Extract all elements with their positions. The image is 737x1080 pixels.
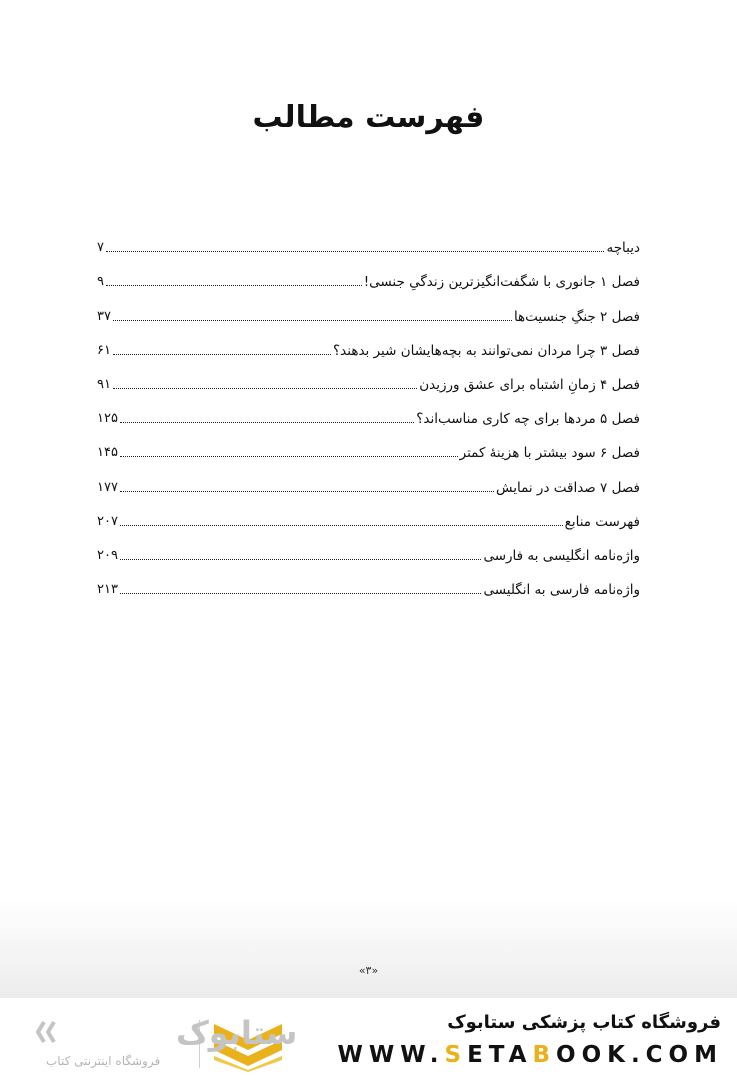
toc-entry[interactable]	[97, 361, 640, 395]
setabook-wordmark-logo	[36, 1012, 298, 1052]
toc-dot-leader	[106, 284, 362, 286]
toc-entry[interactable]	[97, 429, 640, 463]
toc-dot-leader	[113, 319, 512, 321]
toc-entry-label: دیباچه	[606, 240, 640, 257]
toc-entry-page-number: ۲۱۳	[97, 582, 118, 598]
toc-entry-label: فصل ۶ سود بیشتر با هزینهٔ کمتر	[459, 445, 640, 462]
toc-entry[interactable]	[97, 327, 640, 361]
store-footer-banner[interactable]	[0, 998, 737, 1080]
toc-entry-label: فهرست منابع	[564, 513, 640, 530]
page-number: «۳»	[358, 964, 379, 977]
toc-entry-label: فصل ۷ صداقت در نمایش	[495, 479, 640, 496]
toc-entry-page-number: ۷	[97, 240, 104, 256]
logo-tagline: فروشگاه اینترنتی کتاب	[46, 1054, 161, 1068]
toc-entry-label: واژه‌نامه فارسی به انگلیسی	[483, 582, 640, 599]
toc-entry-label: فصل ۱ جانوری با شگفت‌انگیزترین زندگیِ جنسی!	[363, 274, 640, 291]
toc-entry[interactable]	[97, 566, 640, 600]
toc-dot-leader	[113, 353, 331, 355]
toc-entry-page-number: ۳۷	[97, 308, 111, 324]
toc-entry-page-number: ۱۴۵	[97, 445, 118, 461]
toc-entry-label: فصل ۵ مردها برای چه کاری مناسب‌اند؟	[416, 411, 640, 428]
toc-dot-leader	[120, 558, 482, 560]
toc-entry[interactable]	[97, 224, 640, 258]
toc-entry[interactable]	[97, 463, 640, 497]
toc-entry-page-number: ۲۰۷	[97, 513, 118, 529]
toc-entry-page-number: ۱۷۷	[97, 479, 118, 495]
toc-entry-label: فصل ۴ زمانِ اشتباه برای عشق ورزیدن	[419, 376, 640, 393]
toc-entry-page-number: ۱۲۵	[97, 411, 118, 427]
toc-entry-page-number: ۹	[97, 274, 104, 290]
toc-entry[interactable]	[97, 532, 640, 566]
toc-entry-label: فصل ۳ چرا مردان نمی‌توانند به بچه‌هایشان شیر بدهند؟	[333, 342, 640, 359]
toc-dot-leader	[113, 387, 417, 389]
toc-dot-leader	[120, 455, 458, 457]
toc-entry[interactable]	[97, 292, 640, 326]
toc-entry-label: واژه‌نامه انگلیسی به فارسی	[483, 547, 640, 564]
store-url[interactable]: WWW.SETABOOK.COM	[337, 1042, 723, 1068]
page-title: فهرست مطالب	[252, 100, 485, 135]
svg-text:ستابوک: ستابوک	[176, 1014, 298, 1052]
toc-dot-leader	[120, 490, 494, 492]
toc-dot-leader	[120, 421, 414, 423]
toc-dot-leader	[120, 524, 563, 526]
toc-entry[interactable]	[97, 498, 640, 532]
toc-dot-leader	[120, 592, 482, 594]
toc-entry[interactable]	[97, 395, 640, 429]
table-of-contents	[97, 224, 640, 600]
toc-dot-leader	[106, 250, 604, 252]
toc-entry-page-number: ۶۱	[97, 342, 111, 358]
toc-entry-label: فصل ۲ جنگِ جنسیت‌ها	[513, 308, 640, 325]
toc-entry-page-number: ۹۱	[97, 376, 111, 392]
store-name: فروشگاه کتاب پزشکی ستابوک	[447, 1012, 721, 1033]
toc-entry[interactable]	[97, 258, 640, 292]
toc-entry-page-number: ۲۰۹	[97, 547, 118, 563]
page-bottom-shade	[0, 900, 737, 998]
